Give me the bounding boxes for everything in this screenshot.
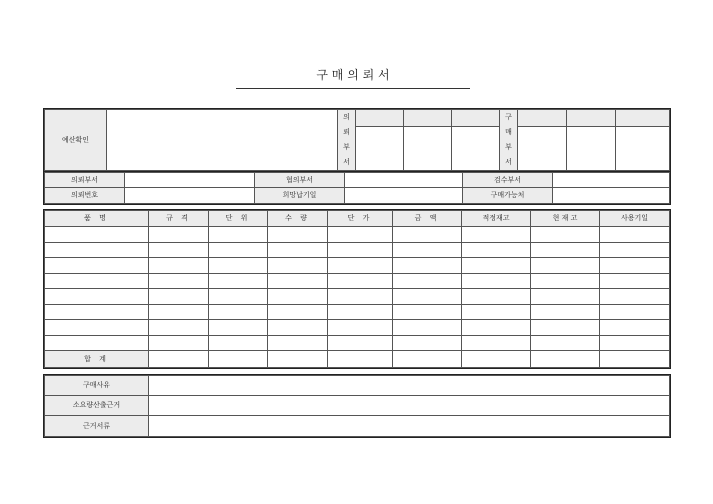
col-header-spec: 규 격 bbox=[149, 211, 209, 227]
total-cell[interactable] bbox=[209, 351, 268, 368]
item-cell[interactable] bbox=[328, 335, 393, 351]
item-row bbox=[45, 289, 670, 305]
total-cell[interactable] bbox=[149, 351, 209, 368]
item-cell[interactable] bbox=[600, 258, 670, 274]
document-title: 구 매 의 뢰 서 bbox=[316, 68, 390, 82]
item-cell[interactable] bbox=[268, 258, 328, 274]
item-cell[interactable] bbox=[209, 335, 268, 351]
desired-delivery-field[interactable] bbox=[345, 188, 463, 204]
item-cell[interactable] bbox=[45, 227, 149, 243]
item-row bbox=[45, 258, 670, 274]
item-cell[interactable] bbox=[149, 273, 209, 289]
item-cell[interactable] bbox=[268, 320, 328, 336]
budget-check-field[interactable] bbox=[107, 110, 338, 171]
purchase-dept-sign-header-3 bbox=[616, 110, 670, 127]
item-row bbox=[45, 304, 670, 320]
item-cell[interactable] bbox=[393, 320, 462, 336]
item-cell[interactable] bbox=[328, 242, 393, 258]
item-cell[interactable] bbox=[45, 304, 149, 320]
request-dept-sign-2[interactable] bbox=[404, 126, 452, 170]
purchase-dept-sign-2[interactable] bbox=[567, 126, 616, 170]
purchase-dept-sign-header-1 bbox=[518, 110, 567, 127]
item-cell[interactable] bbox=[462, 258, 531, 274]
col-header-item-name: 품 명 bbox=[45, 211, 149, 227]
item-cell[interactable] bbox=[149, 320, 209, 336]
item-cell[interactable] bbox=[149, 304, 209, 320]
item-cell[interactable] bbox=[45, 335, 149, 351]
request-number-label: 의뢰번호 bbox=[45, 188, 125, 204]
item-cell[interactable] bbox=[462, 304, 531, 320]
item-cell[interactable] bbox=[45, 320, 149, 336]
item-cell[interactable] bbox=[393, 273, 462, 289]
request-dept-field[interactable] bbox=[125, 173, 255, 188]
request-dept-sign-header-2 bbox=[404, 110, 452, 127]
supporting-docs-label: 근거서류 bbox=[45, 416, 149, 437]
item-cell[interactable] bbox=[600, 289, 670, 305]
item-cell[interactable] bbox=[45, 258, 149, 274]
info-table bbox=[44, 172, 670, 204]
item-cell[interactable] bbox=[462, 335, 531, 351]
item-cell[interactable] bbox=[600, 304, 670, 320]
item-row bbox=[45, 335, 670, 351]
item-cell[interactable] bbox=[328, 304, 393, 320]
total-cell[interactable] bbox=[393, 351, 462, 368]
quantity-basis-label: 소요량산출근거 bbox=[45, 396, 149, 416]
request-dept-sign-3[interactable] bbox=[452, 126, 500, 170]
item-cell[interactable] bbox=[531, 227, 600, 243]
item-cell[interactable] bbox=[462, 273, 531, 289]
item-cell[interactable] bbox=[328, 320, 393, 336]
item-cell[interactable] bbox=[328, 258, 393, 274]
item-cell[interactable] bbox=[328, 273, 393, 289]
item-cell[interactable] bbox=[462, 289, 531, 305]
item-cell[interactable] bbox=[531, 258, 600, 274]
inspect-dept-field-label: 검수부서 bbox=[463, 173, 553, 188]
item-cell[interactable] bbox=[268, 273, 328, 289]
total-label: 합 계 bbox=[45, 351, 149, 368]
purchase-dept-label: 구 매 부 서 bbox=[500, 110, 518, 171]
total-cell[interactable] bbox=[268, 351, 328, 368]
consult-dept-field-label: 협의부서 bbox=[255, 173, 345, 188]
item-cell[interactable] bbox=[531, 320, 600, 336]
purchase-reason-field[interactable] bbox=[149, 376, 670, 396]
purchase-dept-sign-1[interactable] bbox=[518, 126, 567, 170]
items-table bbox=[44, 210, 670, 368]
item-cell[interactable] bbox=[268, 304, 328, 320]
item-cell[interactable] bbox=[209, 258, 268, 274]
items-total-row bbox=[45, 351, 670, 368]
item-cell[interactable] bbox=[209, 289, 268, 305]
item-cell[interactable] bbox=[149, 258, 209, 274]
col-header-unit-price: 단 가 bbox=[328, 211, 393, 227]
inspect-dept-field[interactable] bbox=[553, 173, 670, 188]
item-cell[interactable] bbox=[531, 242, 600, 258]
item-cell[interactable] bbox=[268, 335, 328, 351]
item-cell[interactable] bbox=[600, 242, 670, 258]
col-header-proper-stock: 적정재고 bbox=[462, 211, 531, 227]
item-cell[interactable] bbox=[393, 242, 462, 258]
item-cell[interactable] bbox=[268, 227, 328, 243]
item-cell[interactable] bbox=[149, 289, 209, 305]
item-cell[interactable] bbox=[600, 320, 670, 336]
purchase-dept-sign-header-2 bbox=[567, 110, 616, 127]
item-cell[interactable] bbox=[268, 242, 328, 258]
item-cell[interactable] bbox=[393, 289, 462, 305]
item-cell[interactable] bbox=[531, 273, 600, 289]
total-cell[interactable] bbox=[462, 351, 531, 368]
col-header-quantity: 수 량 bbox=[268, 211, 328, 227]
item-cell[interactable] bbox=[531, 304, 600, 320]
col-header-unit: 단 위 bbox=[209, 211, 268, 227]
total-cell[interactable] bbox=[600, 351, 670, 368]
quantity-basis-field[interactable] bbox=[149, 396, 670, 416]
item-cell[interactable] bbox=[268, 289, 328, 305]
request-dept-sign-1[interactable] bbox=[356, 126, 404, 170]
total-cell[interactable] bbox=[531, 351, 600, 368]
item-cell[interactable] bbox=[393, 335, 462, 351]
item-row bbox=[45, 242, 670, 258]
col-header-current-stock: 현 재 고 bbox=[531, 211, 600, 227]
item-cell[interactable] bbox=[393, 258, 462, 274]
available-vendor-label: 구매가능처 bbox=[463, 188, 553, 204]
col-header-amount: 금 액 bbox=[393, 211, 462, 227]
title-underline bbox=[236, 88, 470, 89]
item-cell[interactable] bbox=[393, 227, 462, 243]
available-vendor-field[interactable] bbox=[553, 188, 670, 204]
item-row bbox=[45, 227, 670, 243]
request-dept-field-label: 의뢰부서 bbox=[45, 173, 125, 188]
item-cell[interactable] bbox=[328, 289, 393, 305]
item-cell[interactable] bbox=[600, 273, 670, 289]
col-header-use-date: 사용기일 bbox=[600, 211, 670, 227]
item-cell[interactable] bbox=[209, 304, 268, 320]
reasons-table bbox=[44, 375, 670, 437]
item-cell[interactable] bbox=[149, 227, 209, 243]
budget-check-label: 예산확인 bbox=[45, 110, 107, 171]
request-dept-sign-header-1 bbox=[356, 110, 404, 127]
item-cell[interactable] bbox=[531, 289, 600, 305]
item-cell[interactable] bbox=[45, 289, 149, 305]
item-cell[interactable] bbox=[149, 242, 209, 258]
item-cell[interactable] bbox=[45, 273, 149, 289]
item-cell[interactable] bbox=[209, 273, 268, 289]
total-cell[interactable] bbox=[328, 351, 393, 368]
desired-delivery-label: 희망납기일 bbox=[255, 188, 345, 204]
item-cell[interactable] bbox=[209, 320, 268, 336]
item-cell[interactable] bbox=[531, 335, 600, 351]
item-cell[interactable] bbox=[209, 227, 268, 243]
purchase-dept-sign-3[interactable] bbox=[616, 126, 670, 170]
request-number-field[interactable] bbox=[125, 188, 255, 204]
purchase-reason-label: 구매사유 bbox=[45, 376, 149, 396]
item-cell[interactable] bbox=[45, 242, 149, 258]
request-dept-label: 의 뢰 부 서 bbox=[338, 110, 356, 171]
item-cell[interactable] bbox=[328, 227, 393, 243]
supporting-docs-field[interactable] bbox=[149, 416, 670, 437]
item-cell[interactable] bbox=[462, 227, 531, 243]
item-cell[interactable] bbox=[393, 304, 462, 320]
item-cell[interactable] bbox=[209, 242, 268, 258]
item-row bbox=[45, 320, 670, 336]
item-row bbox=[45, 273, 670, 289]
item-cell[interactable] bbox=[462, 320, 531, 336]
item-cell[interactable] bbox=[600, 335, 670, 351]
item-cell[interactable] bbox=[149, 335, 209, 351]
items-header-row bbox=[45, 211, 670, 227]
item-cell[interactable] bbox=[600, 227, 670, 243]
request-dept-sign-header-3 bbox=[452, 110, 500, 127]
item-cell[interactable] bbox=[462, 242, 531, 258]
approval-table bbox=[44, 109, 670, 171]
consult-dept-field[interactable] bbox=[345, 173, 463, 188]
